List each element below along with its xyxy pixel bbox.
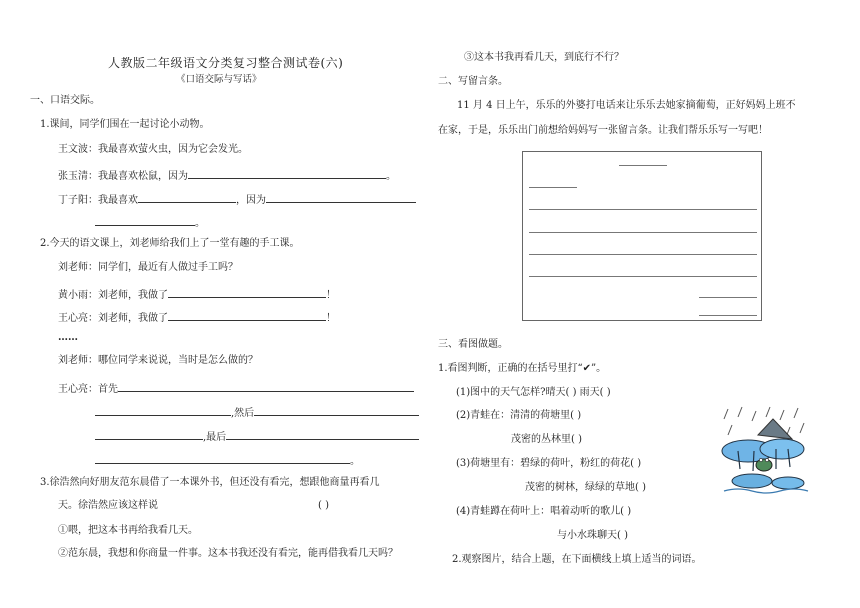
q2-ellipsis: …… xyxy=(58,332,78,343)
note-writing-box[interactable] xyxy=(522,151,762,321)
answer-blank[interactable] xyxy=(226,429,419,440)
section-oral-communication: 一、口语交际。 xyxy=(30,95,100,106)
q2-intro: 2.今天的语文课上，刘老师给我们上了一堂有趣的手工课。 xyxy=(40,238,300,249)
pic-q1-item-3b: 茂密的树林，绿绿的草地( ) xyxy=(525,482,646,493)
note-body-line xyxy=(529,254,757,255)
pic-q1-item-4: (4)青蛙蹲在荷叶上：唱着动听的歌儿( ) xyxy=(456,506,632,517)
answer-blank[interactable] xyxy=(168,287,326,298)
q3-intro-2: 天。徐浩然应该这样说 xyxy=(58,500,158,511)
q2-line-teacher-2: 刘老师：哪位同学来说说，当时是怎么做的？ xyxy=(58,355,258,366)
pic-q1-item-2b: 茂密的丛林里( ) xyxy=(511,434,582,445)
q1-line-wang: 王文波：我最喜欢萤火虫，因为它会发光。 xyxy=(58,144,248,155)
q1-line-zhang xyxy=(58,168,396,182)
q3-answer-paren[interactable]: ( ) xyxy=(318,500,329,511)
q1-intro: 1.课间，同学们围在一起讨论小动物。 xyxy=(40,119,210,130)
q1-ding-mid: ，因为 xyxy=(236,195,266,206)
q1-ding-prefix: 丁子阳：我最喜欢 xyxy=(58,195,138,206)
q2-finally-label: ,最后 xyxy=(203,432,227,443)
q2-huang-prefix: 黄小雨：刘老师，我做了 xyxy=(58,290,168,301)
note-body-line xyxy=(529,209,757,210)
q2-line-finally xyxy=(95,429,419,443)
q2-line-end xyxy=(95,453,360,467)
q3-intro: 3.徐浩然向好朋友范东晨借了一本课外书，但还没有看完，想跟他商量再看几 xyxy=(40,477,380,488)
q2-wang-suffix: ！ xyxy=(326,313,336,324)
answer-blank[interactable] xyxy=(266,192,416,203)
answer-blank[interactable] xyxy=(254,405,419,416)
pic-q2-intro: 2.观察图片，结合上题，在下面横线上填上适当的词语。 xyxy=(452,554,702,565)
q2-line-huang xyxy=(58,287,336,301)
answer-blank[interactable] xyxy=(118,381,414,392)
answer-blank[interactable] xyxy=(95,453,350,464)
q2-huang-suffix: ！ xyxy=(326,290,336,301)
pic-q1-item-2: (2)青蛙在：清清的荷塘里( ) xyxy=(456,410,582,421)
q1-zhang-suffix: 。 xyxy=(386,171,396,182)
pic-q1-item-4b: 与小水珠聊天( ) xyxy=(557,530,628,541)
note-salutation-line xyxy=(529,187,577,188)
answer-blank[interactable] xyxy=(188,168,386,179)
note-paragraph-2: 在家，于是，乐乐出门前想给妈妈写一张留言条。让我们帮乐乐写一写吧！ xyxy=(438,125,768,136)
q3-option-1: ①喂，把这本书再给我看几天。 xyxy=(58,525,198,536)
answer-blank[interactable] xyxy=(168,310,326,321)
section-note: 二、写留言条。 xyxy=(438,76,508,87)
answer-blank[interactable] xyxy=(95,429,203,440)
q1-ding-end: 。 xyxy=(195,218,205,229)
q2-first-prefix: 王心亮：首先 xyxy=(58,384,118,395)
q1-zhang-prefix: 张玉清：我最喜欢松鼠，因为 xyxy=(58,171,188,182)
note-body-line xyxy=(529,232,757,233)
section-picture: 三、看图做题。 xyxy=(438,339,508,350)
q3-option-2: ②范东晨，我想和你商量一件事。这本书我还没有看完，能再借我看几天吗？ xyxy=(58,548,398,559)
note-date-line xyxy=(699,315,757,316)
page-subtitle: 《口语交际与写话》 xyxy=(176,74,262,85)
q1-line-ding xyxy=(58,192,416,206)
q2-line-teacher: 刘老师：同学们，最近有人做过手工吗？ xyxy=(58,262,238,273)
page-title: 人教版二年级语文分类复习整合测试卷(六) xyxy=(108,56,344,70)
q2-line-then xyxy=(95,405,419,419)
pic-q1-intro: 1.看图判断，正确的在括号里打“✔”。 xyxy=(438,363,607,374)
q1-ding-continued xyxy=(95,215,205,229)
answer-blank[interactable] xyxy=(95,405,231,416)
answer-blank[interactable] xyxy=(95,215,195,226)
q3-option-3: ③这本书我再看几天，到底行不行？ xyxy=(464,52,624,63)
rainy-pond-illustration xyxy=(718,405,810,497)
q2-end-mark: 。 xyxy=(350,456,360,467)
q2-then-label: ,然后 xyxy=(231,408,255,419)
answer-blank[interactable] xyxy=(138,192,236,203)
q2-line-wang xyxy=(58,310,336,324)
q2-line-wang-first xyxy=(58,381,414,395)
q2-wang-prefix: 王心亮：刘老师，我做了 xyxy=(58,313,168,324)
note-body-line xyxy=(529,276,757,277)
pic-q1-item-1: (1)图中的天气怎样?晴天( ) 雨天( ) xyxy=(456,387,611,398)
note-paragraph-1: 11 月 4 日上午，乐乐的外婆打电话来让乐乐去她家摘葡萄，正好妈妈上班不 xyxy=(457,100,796,111)
note-signature-line xyxy=(699,297,757,298)
note-title-line xyxy=(619,165,667,166)
pic-q1-item-3: (3)荷塘里有：碧绿的荷叶，粉红的荷花( ) xyxy=(456,458,642,469)
